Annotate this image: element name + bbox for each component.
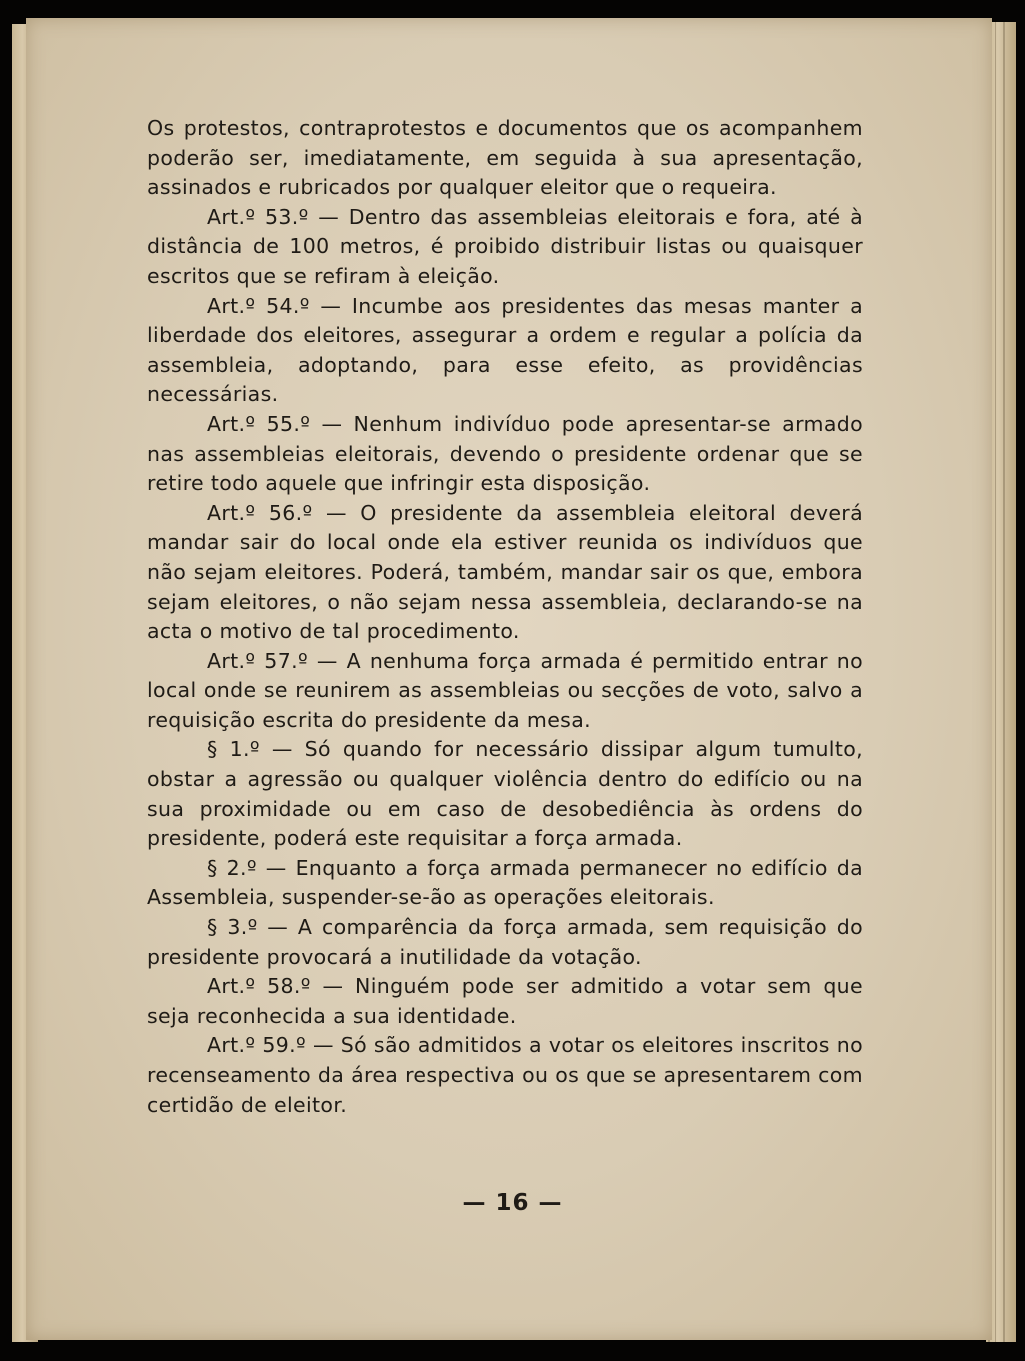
article-58: Art.º 58.º — Ninguém pode ser admitido a votar sem que seja reconhecida a sua identidade.: [147, 974, 863, 1028]
article-59: Art.º 59.º — Só são admitidos a votar os eleitores inscritos no recenseamento da área respectiva ou os que se apresentarem com certidão de eleitor.: [147, 1033, 863, 1117]
page-body-text: [147, 114, 863, 1120]
article-57-section-2: § 2.º — Enquanto a força armada permanecer no edifício da Assembleia, suspender-se-ão as operações eleitorais.: [147, 855, 863, 910]
article-57-section-1: § 1.º — Só quando for necessário dissipar algum tumulto, obstar a agressão ou qualquer violência dentro do edifício ou na sua proximidade ou em caso de desobediência às ordens do presidente, poderá este requisitar a força armada.: [147, 737, 863, 851]
article-54: Art.º 54.º — Incumbe aos presidentes das mesas manter a liberdade dos eleitores, assegurar a ordem e regular a polícia da assembleia, adoptando, para esse efeito, as providências necessárias.: [147, 293, 863, 407]
article-56: Art.º 56.º — O presidente da assembleia eleitoral deverá mandar sair do local onde ela estiver reunida os indivíduos que não sejam eleitores. Poderá, também, mandar sair os que, embora sejam eleitores, o não sejam nessa assembleia, declarando-se na acta o motivo de tal procedimento.: [147, 500, 863, 644]
article-55: Art.º 55.º — Nenhum indivíduo pode apresentar-se armado nas assembleias eleitorais, devendo o presidente ordenar que se retire todo aquele que infringir esta disposição.: [147, 411, 863, 496]
article-53: Art.º 53.º — Dentro das assembleias eleitorais e fora, até à distância de 100 metros, é proibido distribuir listas ou quaisquer escritos que se refiram à eleição.: [147, 204, 863, 288]
paragraph-protestos: Os protestos, contraprotestos e documentos que os acompanhem poderão ser, imediatamente, em seguida à sua apresentação, assinados e rubricados por qualquer eleitor que o requeira.: [147, 116, 863, 200]
article-57: Art.º 57.º — A nenhuma força armada é permitido entrar no local onde se reunirem as assembleias ou secções de voto, salvo a requisição escrita do presidente da mesa.: [147, 648, 863, 732]
page-number: — 16 —: [462, 1190, 563, 1216]
article-57-section-3: § 3.º — A comparência da força armada, sem requisição do presidente provocará a inutilidade da votação.: [147, 915, 863, 969]
